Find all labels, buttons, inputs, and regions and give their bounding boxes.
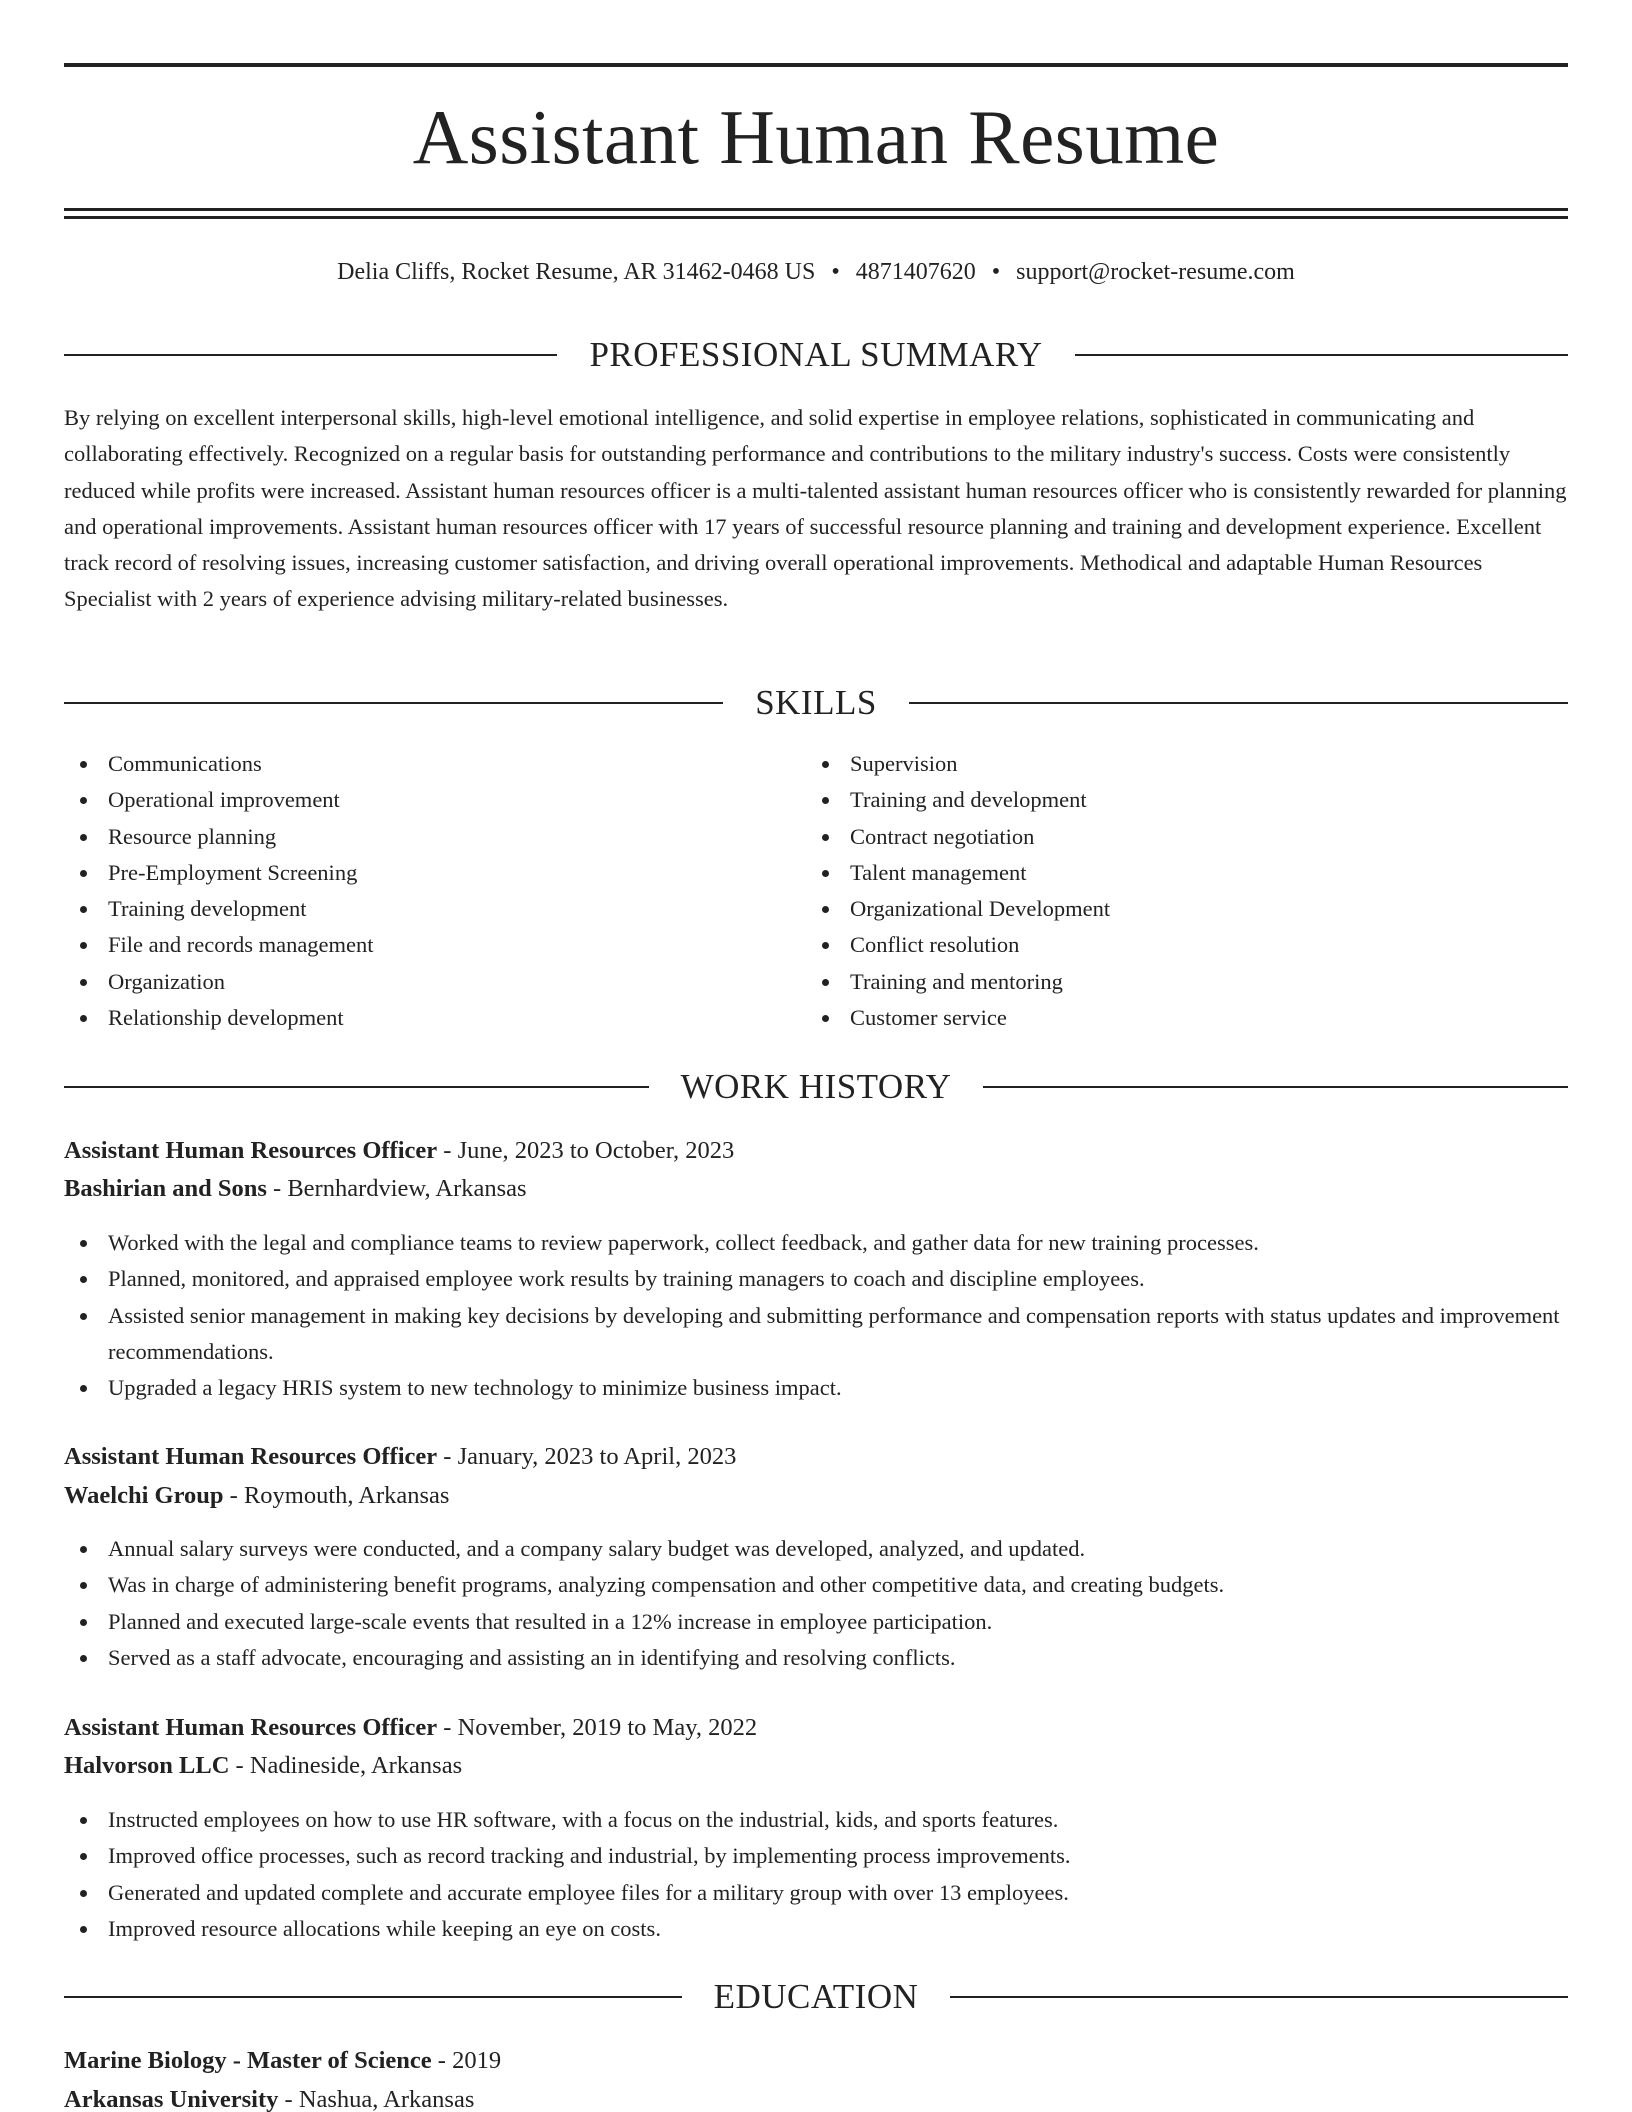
job-dates: November, 2019 to May, 2022: [457, 1714, 758, 1741]
skill-item: Training and development: [806, 782, 1548, 818]
resume-title: Assistant Human Resume: [412, 94, 1220, 180]
heading-rule: [64, 1086, 649, 1088]
contact-email: support@rocket-resume.com: [1016, 259, 1295, 285]
skill-item: Supervision: [806, 746, 1548, 782]
heading-rule: [983, 1086, 1568, 1088]
title-rule-lower: [64, 216, 1568, 219]
job-title-line: [64, 1133, 1568, 1169]
heading-rule: [1075, 354, 1568, 356]
section-heading-summary: [64, 335, 1568, 375]
skill-item: Communications: [64, 746, 806, 782]
dash: -: [437, 1443, 458, 1470]
section-title: SKILLS: [755, 683, 877, 722]
heading-rule: [950, 1996, 1568, 1998]
skills-column-left: [64, 746, 806, 1036]
skill-item: Talent management: [806, 855, 1548, 891]
dash: -: [437, 1137, 458, 1164]
job-bullet: Instructed employees on how to use HR software, with a focus on the industrial, kids, and sports features.: [64, 1802, 1568, 1838]
heading-rule: [64, 354, 557, 356]
title-rule-upper: [64, 208, 1568, 211]
skill-item: Organizational Development: [806, 891, 1548, 927]
dash: -: [431, 2047, 453, 2074]
job-bullet: Upgraded a legacy HRIS system to new technology to minimize business impact.: [64, 1370, 1568, 1406]
skills-list: [64, 746, 1568, 1036]
job-location: Roymouth, Arkansas: [243, 1482, 450, 1509]
job-title: Assistant Human Resources Officer: [64, 1714, 438, 1741]
job-bullet: Planned and executed large-scale events that resulted in a 12% increase in employee participation.: [64, 1604, 1568, 1640]
heading-rule: [909, 702, 1568, 704]
dash: -: [278, 2086, 299, 2112]
skill-item: Training development: [64, 891, 806, 927]
section-heading-skills: [64, 683, 1568, 723]
job-bullet: Generated and updated complete and accurate employee files for a military group with over 13 employees.: [64, 1875, 1568, 1911]
education-school-line: [64, 2082, 1568, 2112]
dash: -: [437, 1714, 458, 1741]
dash: -: [223, 1482, 244, 1509]
skills-column-right: [806, 746, 1548, 1036]
job-location: Nadineside, Arkansas: [249, 1752, 463, 1779]
section-heading-work: [64, 1067, 1568, 1107]
education-year: 2019: [452, 2047, 502, 2074]
education-location: Nashua, Arkansas: [298, 2086, 475, 2112]
job-company-line: [64, 1171, 1568, 1207]
job-bullet: Was in charge of administering benefit programs, analyzing compensation and other competitive data, and creating budgets.: [64, 1567, 1568, 1603]
job-bullets: [64, 1531, 1568, 1676]
section-title: EDUCATION: [713, 1977, 919, 2016]
job-bullets: [64, 1802, 1568, 1947]
job-bullet: Planned, monitored, and appraised employee work results by training managers to coach and discipline employees.: [64, 1261, 1568, 1297]
contact-phone: 4871407620: [855, 259, 976, 285]
job-bullet: Assisted senior management in making key decisions by developing and submitting performance and compensation reports with status updates and improvement recommendations.: [64, 1298, 1568, 1371]
job-company: Halvorson LLC: [64, 1752, 230, 1779]
contact-separator: •: [831, 259, 840, 285]
section-heading-education: [64, 1977, 1568, 2017]
job-bullet: Improved resource allocations while keeping an eye on costs.: [64, 1911, 1568, 1947]
skill-item: Contract negotiation: [806, 819, 1548, 855]
job-bullet: Worked with the legal and compliance teams to review paperwork, collect feedback, and gather data for new training processes.: [64, 1225, 1568, 1261]
skill-item: Relationship development: [64, 1000, 806, 1036]
skill-item: File and records management: [64, 927, 806, 963]
education-school: Arkansas University: [64, 2086, 279, 2112]
contact-separator: •: [991, 259, 1001, 285]
job-dates: June, 2023 to October, 2023: [457, 1137, 735, 1164]
contact-address: Delia Cliffs, Rocket Resume, AR 31462-0468 US: [337, 259, 816, 285]
job-bullet: Annual salary surveys were conducted, and a company salary budget was developed, analyzed, and updated.: [64, 1531, 1568, 1567]
top-rule: [64, 63, 1568, 67]
contact-line: [64, 256, 1568, 288]
job-company: Bashirian and Sons: [64, 1175, 267, 1202]
education-degree: Marine Biology - Master of Science: [64, 2047, 432, 2074]
section-title: PROFESSIONAL SUMMARY: [589, 335, 1043, 374]
section-title: WORK HISTORY: [680, 1067, 952, 1106]
education-degree-line: [64, 2043, 1568, 2079]
job-title: Assistant Human Resources Officer: [64, 1443, 438, 1470]
job-bullet: Improved office processes, such as record tracking and industrial, by implementing process improvements.: [64, 1838, 1568, 1874]
job-location: Bernhardview, Arkansas: [287, 1175, 527, 1202]
job-title: Assistant Human Resources Officer: [64, 1137, 438, 1164]
job-company: Waelchi Group: [64, 1482, 224, 1509]
job-title-line: [64, 1439, 1568, 1475]
heading-rule: [64, 1996, 682, 1998]
skill-item: Operational improvement: [64, 782, 806, 818]
skill-item: Customer service: [806, 1000, 1548, 1036]
heading-rule: [64, 702, 723, 704]
job-company-line: [64, 1478, 1568, 1514]
job-dates: January, 2023 to April, 2023: [457, 1443, 737, 1470]
skill-item: Resource planning: [64, 819, 806, 855]
dash: -: [229, 1752, 250, 1779]
summary-text: By relying on excellent interpersonal skills, high-level emotional intelligence, and solid expertise in employee relations, sophisticated in communicating and collaborating effectively. Recognized on a regular basis for outstanding performance and contributions to the military industry's success. Costs were consistently reduced while profits were increased. Assistant human resources officer is a multi-talented assistant human resources officer who is consistently rewarded for planning and operational improvements. Assistant human resources officer with 17 years of successful resource planning and training and development experience. Excellent track record of resolving issues, increasing customer satisfaction, and driving overall operational improvements. Methodical and adaptable Human Resources Specialist with 2 years of experience advising military-related businesses.: [64, 405, 1567, 612]
skill-item: Pre-Employment Screening: [64, 855, 806, 891]
skill-item: Organization: [64, 964, 806, 1000]
job-bullet: Served as a staff advocate, encouraging and assisting an in identifying and resolving conflicts.: [64, 1640, 1568, 1676]
skill-item: Training and mentoring: [806, 964, 1548, 1000]
job-bullets: [64, 1225, 1568, 1406]
skill-item: Conflict resolution: [806, 927, 1548, 963]
dash: -: [266, 1175, 288, 1202]
job-company-line: [64, 1748, 1568, 1784]
job-title-line: [64, 1710, 1568, 1746]
